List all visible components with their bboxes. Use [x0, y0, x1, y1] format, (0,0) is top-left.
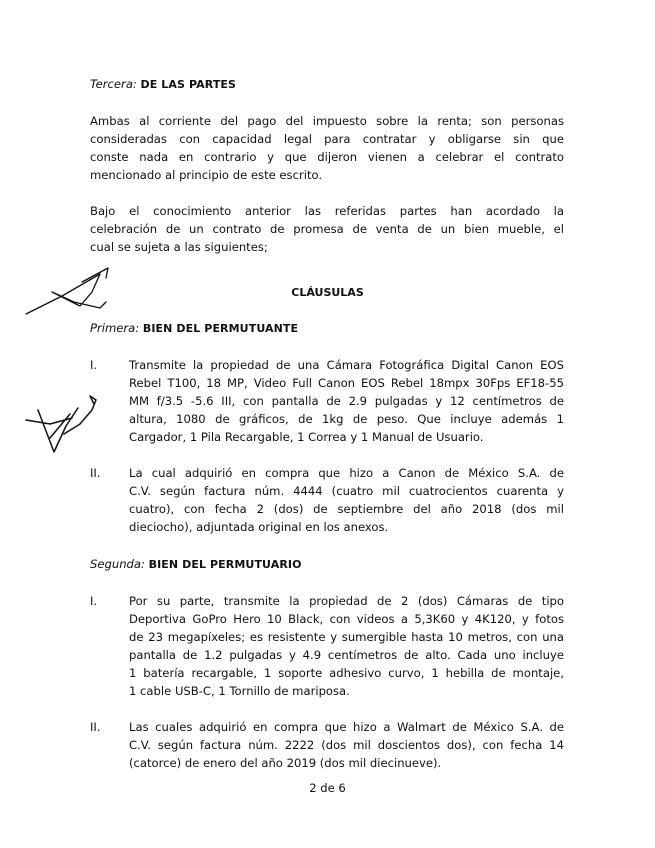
item-line: 1 cable USB-C, 1 Tornillo de mariposa.	[129, 684, 350, 698]
item-line: 1 batería recargable, 1 soporte adhesivo curvo, 1 hebilla de montaje,	[129, 666, 564, 680]
section-title: BIEN DEL PERMUTUANTE	[142, 322, 299, 335]
section-heading-primera	[90, 319, 298, 338]
section-heading-segunda	[90, 555, 302, 574]
section-label: Primera:	[90, 321, 140, 335]
item-line: cuatro), con fecha 2 (dos) de septiembre del año 2018 (dos mil	[129, 502, 564, 516]
item-line: C.V. según factura núm. 2222 (dos mil doscientos dos), con fecha 14	[129, 738, 564, 752]
item-line: La cual adquirió en compra que hizo a Canon de México S.A. de	[129, 466, 564, 480]
section-label: Segunda:	[90, 557, 145, 571]
item-line: Por su parte, transmite la propiedad de 2 (dos) Cámaras de tipo	[129, 594, 564, 608]
handwritten-initials	[20, 390, 102, 458]
paragraph-line: Ambas al corriente del pago del impuesto sobre la renta; son personas	[90, 114, 564, 128]
item-line: Cargador, 1 Pila Recargable, 1 Correa y 1 Manual de Usuario.	[129, 430, 484, 444]
item-line: C.V. según factura núm. 4444 (cuatro mil cuatrocientos cuarenta y	[129, 484, 564, 498]
paragraph-line: celebración de un contrato de promesa de venta de un bien mueble, el	[90, 222, 564, 236]
section-heading-tercera	[90, 75, 236, 94]
page-number: 2 de 6	[309, 781, 346, 795]
item-line: Deportiva GoPro Hero 10 Black, con videos a 5,3K60 y 4K120, y fotos	[129, 612, 564, 626]
item-line: MM f/3.5 -5.6 III, con pantalla de 2.9 pulgadas y 12 centímetros de	[129, 394, 564, 408]
section-title: BIEN DEL PERMUTUARIO	[148, 558, 302, 571]
item-line: Transmite la propiedad de una Cámara Fotográfica Digital Canon EOS	[129, 358, 564, 372]
item-line: Las cuales adquirió en compra que hizo a Walmart de México S.A. de	[129, 720, 564, 734]
section-title: DE LAS PARTES	[140, 78, 237, 91]
paragraph-line: cual se sujeta a las siguientes;	[90, 240, 268, 254]
paragraph-line: Bajo el conocimiento anterior las referidas partes han acordado la	[90, 204, 564, 218]
section-label: Tercera:	[90, 77, 137, 91]
paragraph-line: consideradas con capacidad legal para contratar y obligarse sin que	[90, 132, 564, 146]
item-line: (catorce) de enero del año 2019 (dos mil diecinueve).	[129, 756, 442, 770]
item-line: pantalla de 1.2 pulgadas y 4.9 centímetros de alto. Cada uno incluye	[129, 648, 564, 662]
item-line: altura, 1080 de gráficos, de 1kg de peso. Que incluye además 1	[129, 412, 564, 426]
item-numeral: I.	[90, 594, 98, 608]
clausulas-title: CLÁUSULAS	[291, 286, 364, 299]
item-line: Rebel T100, 18 MP, Video Full Canon EOS Rebel 18mpx 30Fps EF18-55	[129, 376, 564, 390]
paragraph-line: mencionado al principio de este escrito.	[90, 168, 323, 182]
paragraph-line: conste nada en contrario y que dijeron vienen a celebrar el contrato	[90, 150, 564, 164]
item-line: de 23 megapíxeles; es resistente y sumergible hasta 10 metros, con una	[129, 630, 564, 644]
item-numeral: I.	[90, 358, 98, 372]
item-line: dieciocho), adjuntada original en los anexos.	[129, 520, 389, 534]
item-numeral: II.	[90, 466, 101, 480]
item-numeral: II.	[90, 720, 101, 734]
